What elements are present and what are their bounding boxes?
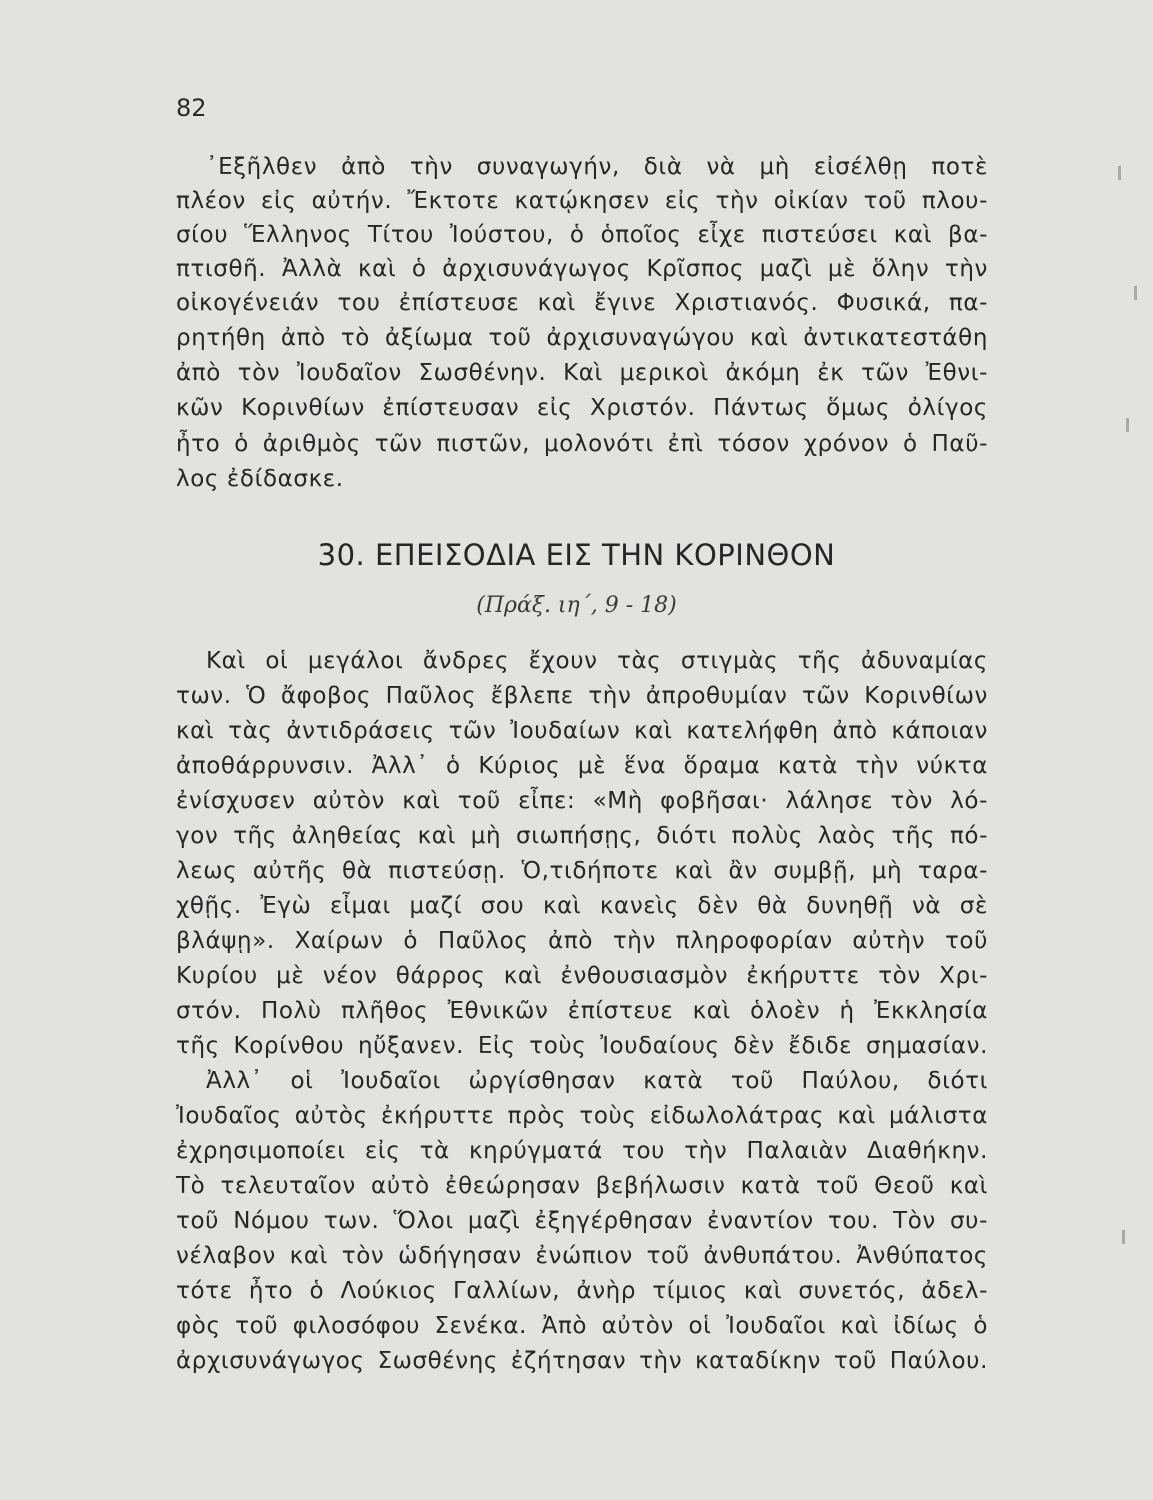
paragraph2-line: χθῇς. Ἐγὼ εἶμαι μαζί σου καὶ κανεὶς δὲν θὰ δυνηθῇ νὰ σὲ	[176, 893, 988, 919]
paragraph2-line: λεως αὐτῆς θὰ πιστεύσῃ. Ὁ,τιδήποτε καὶ ἂν συμβῇ, μὴ ταρα-	[176, 858, 988, 884]
paragraph1-line: πτισθῆ. Ἀλλὰ καὶ ὁ ἀρχισυνάγωγος Κρῖσπος μαζὶ μὲ ὅλην τὴν	[176, 256, 988, 282]
paragraph1-line: οἰκογένειάν του ἐπίστευσε καὶ ἔγινε Χριστιανός. Φυσικά, πα-	[176, 290, 988, 316]
section-heading: 30. ΕΠΕΙΣΟΔΙΑ ΕΙΣ ΤΗΝ ΚΟΡΙΝΘΟΝ	[317, 538, 836, 572]
paragraph1-line: πλέον εἰς αὐτήν. Ἔκτοτε κατῴκησεν εἰς τὴν οἰκίαν τοῦ πλου-	[176, 188, 988, 214]
paragraph2-line: τῆς Κορίνθου ηὔξανεν. Εἰς τοὺς Ἰουδαίους δὲν ἔδιδε σημασίαν.	[176, 1033, 988, 1059]
paragraph3-line: τότε ἦτο ὁ Λούκιος Γαλλίων, ἀνὴρ τίμιος καὶ συνετός, ἀδελ-	[176, 1278, 988, 1304]
paragraph2-line: βλάψῃ». Χαίρων ὁ Παῦλος ἀπὸ τὴν πληροφορίαν αὐτὴν τοῦ	[176, 928, 988, 954]
paragraph2-line: Κυρίου μὲ νέον θάρρος καὶ ἐνθουσιασμὸν ἐκήρυττε τὸν Χρι-	[176, 963, 988, 989]
paragraph1-line: σίου Ἕλληνος Τίτου Ἰούστου, ὁ ὁποῖος εἶχε πιστεύσει καὶ βα-	[176, 222, 988, 248]
paragraph1-line: λος ἐδίδασκε.	[176, 466, 344, 492]
paragraph2-line: στόν. Πολὺ πλῆθος Ἐθνικῶν ἐπίστευε καὶ ὁλοὲν ἡ Ἐκκλησία	[176, 998, 988, 1024]
paragraph2-line: των. Ὁ ἄφοβος Παῦλος ἔβλεπε τὴν ἀπροθυμίαν τῶν Κορινθίων	[176, 683, 988, 709]
paragraph2-line: ἀποθάρρυνσιν. Ἀλλ᾿ ὁ Κύριος μὲ ἕνα ὅραμα κατὰ τὴν νύκτα	[176, 753, 988, 779]
margin-mark	[1118, 166, 1121, 180]
paragraph3-line: Τὸ τελευταῖον αὐτὸ ἐθεώρησαν βεβήλωσιν κατὰ τοῦ Θεοῦ καὶ	[176, 1173, 988, 1199]
margin-mark	[1134, 286, 1137, 300]
paragraph1-line: κῶν Κορινθίων ἐπίστευσαν εἰς Χριστόν. Πάντως ὅμως ὀλίγος	[176, 395, 988, 421]
paragraph3-line: ἀρχισυνάγωγος Σωσθένης ἐζήτησαν τὴν καταδίκην τοῦ Παύλου.	[176, 1348, 988, 1374]
paragraph3-line: φὸς τοῦ φιλοσόφου Σενέκα. Ἀπὸ αὐτὸν οἱ Ἰουδαῖοι καὶ ἰδίως ὁ	[176, 1313, 988, 1339]
paragraph3-line: Ἰουδαῖος αὐτὸς ἐκήρυττε πρὸς τοὺς εἰδωλολάτρας καὶ μάλιστα	[176, 1103, 988, 1129]
paragraph3-line: ἐχρησιμοποίει εἰς τὰ κηρύγματά του τὴν Παλαιὰν Διαθήκην.	[176, 1138, 988, 1164]
paragraph2-line: γον τῆς ἀληθείας καὶ μὴ σιωπήσῃς, διότι πολὺς λαὸς τῆς πό-	[176, 823, 988, 849]
paragraph2-line: Καὶ οἱ μεγάλοι ἄνδρες ἔχουν τὰς στιγμὰς τῆς ἀδυναμίας	[206, 648, 988, 674]
paragraph1-line: ἀπὸ τὸν Ἰουδαῖον Σωσθένην. Καὶ μερικοὶ ἀκόμη ἐκ τῶν Ἐθνι-	[176, 360, 988, 386]
paragraph1-line: ρητήθη ἀπὸ τὸ ἀξίωμα τοῦ ἀρχισυναγώγου καὶ ἀντικατεστάθη	[176, 325, 988, 351]
paragraph1-line: ἦτο ὁ ἀριθμὸς τῶν πιστῶν, μολονότι ἐπὶ τόσον χρόνον ὁ Παῦ-	[176, 431, 988, 457]
paragraph3-line: Ἀλλ᾿ οἱ Ἰουδαῖοι ὠργίσθησαν κατὰ τοῦ Παύλου, διότι	[206, 1068, 988, 1094]
paragraph2-line: ἐνίσχυσεν αὐτὸν καὶ τοῦ εἶπε: «Μὴ φοβῆσαι· λάλησε τὸν λό-	[176, 788, 988, 814]
section-reference: (Πράξ. ιη΄, 9 - 18)	[476, 593, 677, 618]
margin-mark	[1126, 418, 1129, 432]
paragraph3-line: τοῦ Νόμου των. Ὅλοι μαζὶ ἐξηγέρθησαν ἐναντίον του. Τὸν συ-	[176, 1208, 988, 1234]
page-number: 82	[176, 94, 207, 122]
paragraph2-line: καὶ τὰς ἀντιδράσεις τῶν Ἰουδαίων καὶ κατελήφθη ἀπὸ κάποιαν	[176, 718, 988, 744]
paragraph3-line: νέλαβον καὶ τὸν ὡδήγησαν ἐνώπιον τοῦ ἀνθυπάτου. Ἀνθύπατος	[176, 1243, 988, 1269]
margin-mark	[1122, 1230, 1125, 1244]
paragraph1-line: ᾿Εξῆλθεν ἀπὸ τὴν συναγωγήν, διὰ νὰ μὴ εἰσέλθῃ ποτὲ	[206, 154, 988, 180]
